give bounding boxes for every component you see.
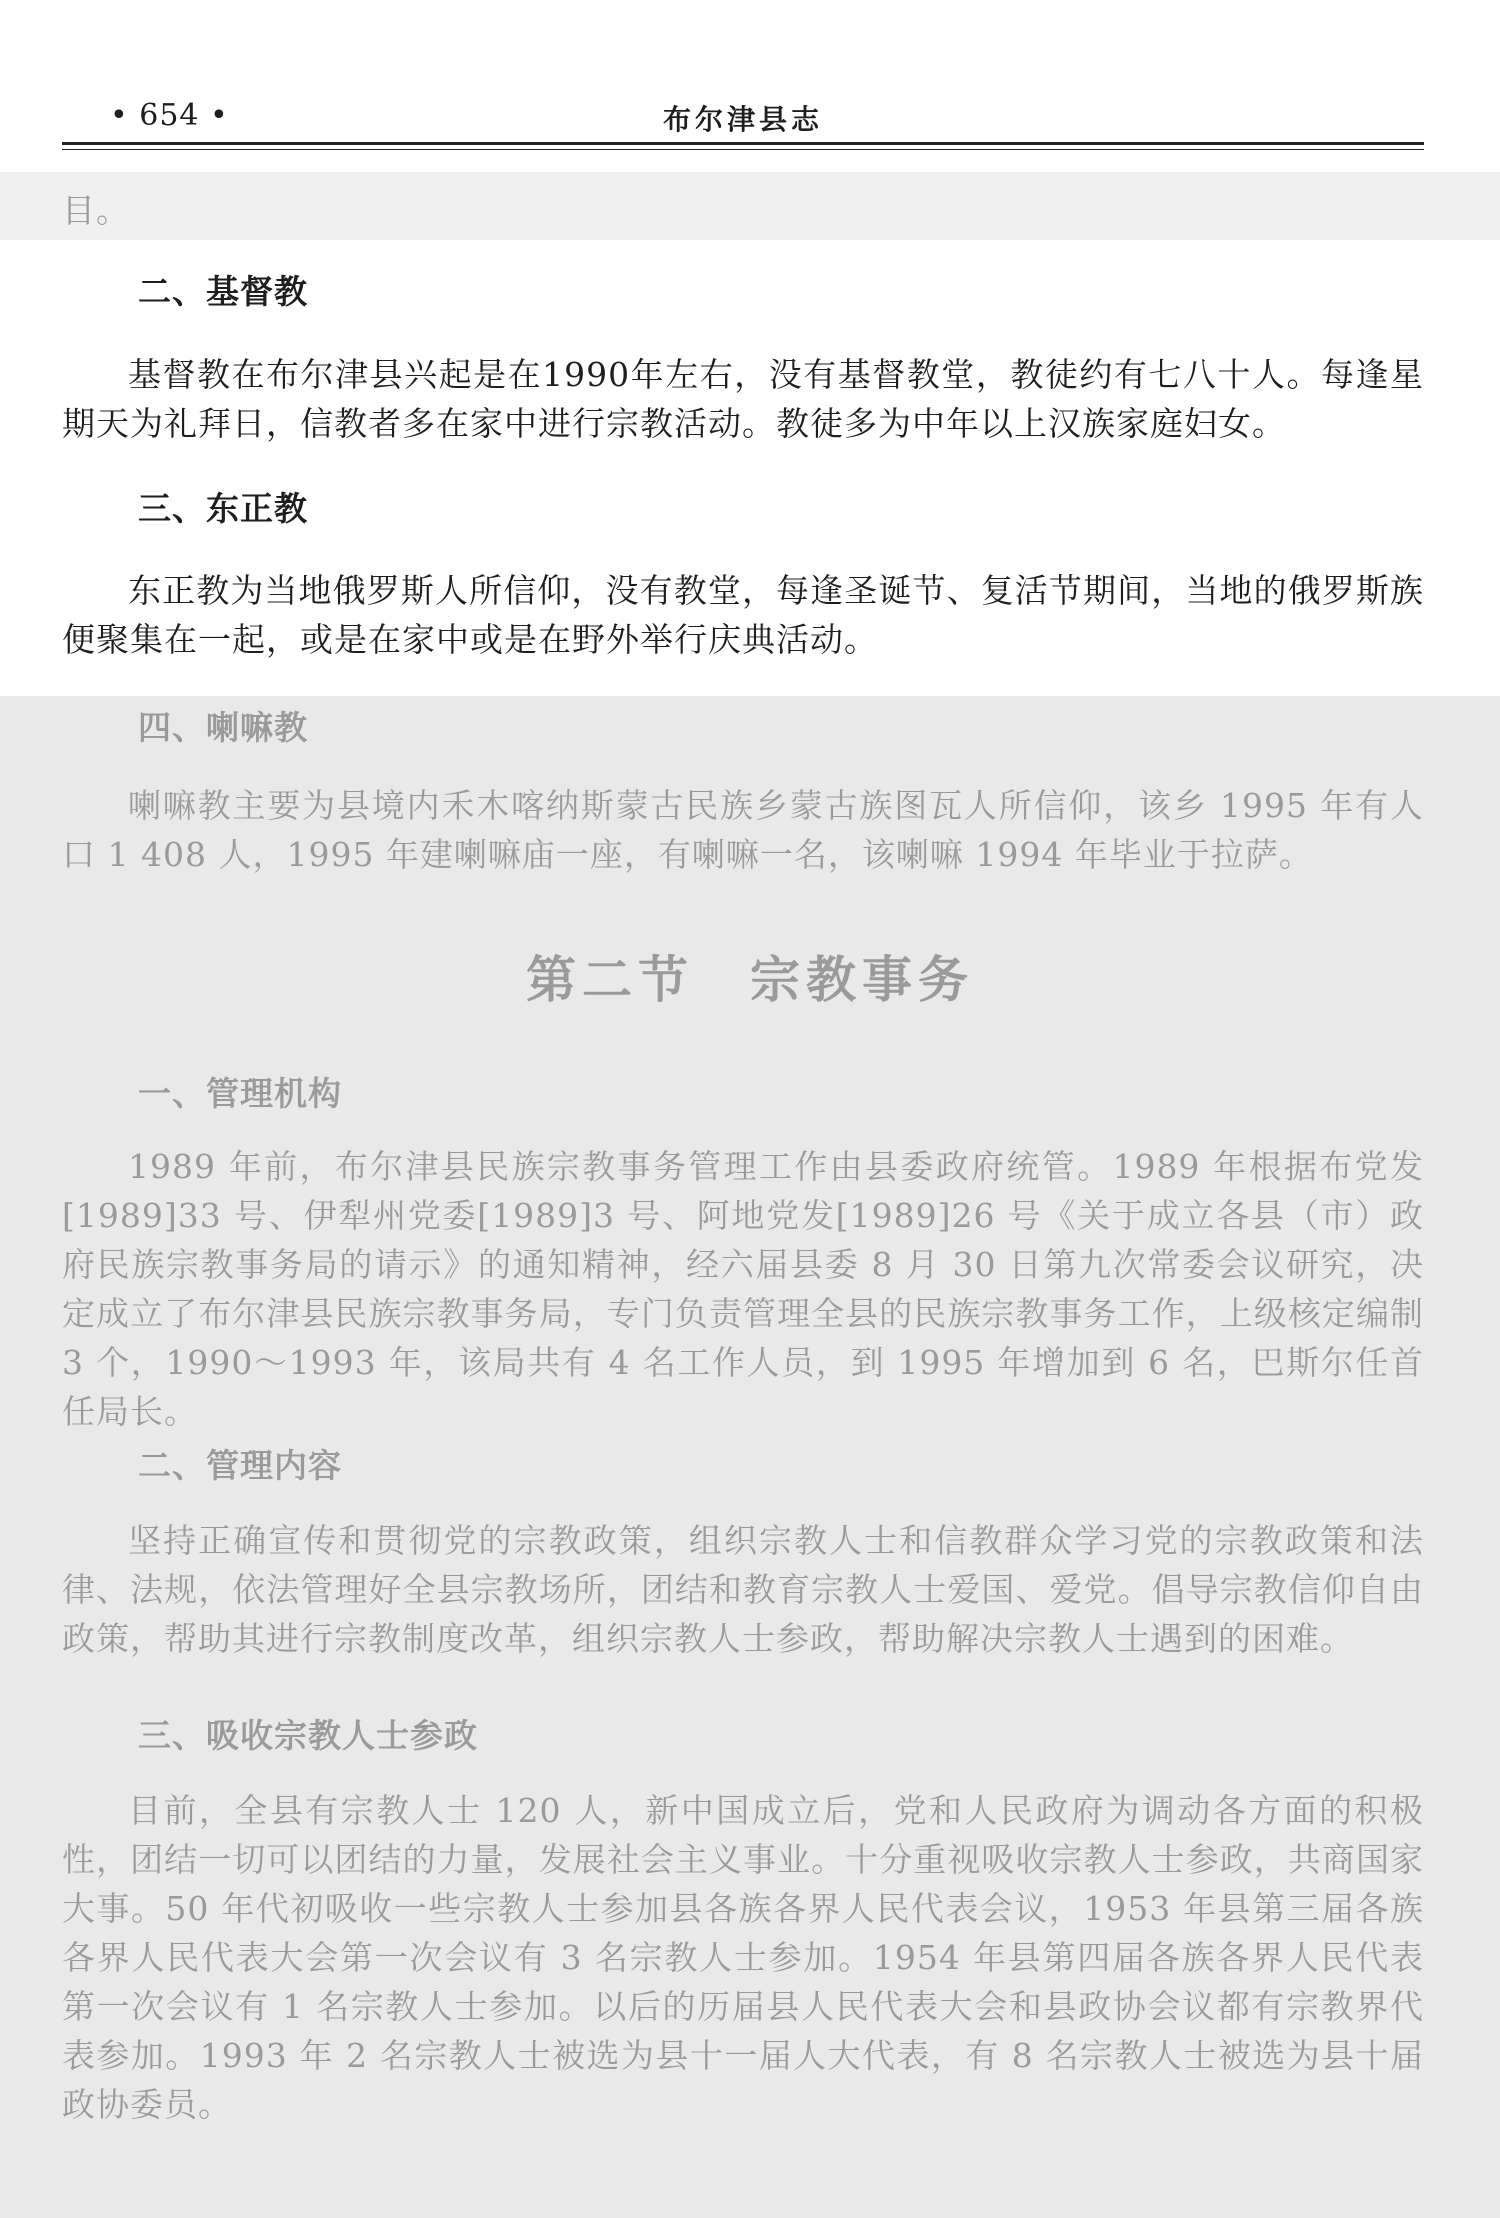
heading-management-content: 二、管理内容 — [138, 1446, 342, 1485]
paragraph-political-participation: 目前，全县有宗教人士 120 人，新中国成立后，党和人民政府为调动各方面的积极性，团结一切可以团结的力量，发展社会主义事业。十分重视吸收宗教人士参政，共商国家大事。50 年代初吸收一些宗教人士参加县各族各界人民代表会议，1953 年县第三届各族各界人民代表大会第一次会议有 3 名宗教人士参加。1954 年县第四届各族各界人民代表第一次会议有 1 名宗教人士参加。以后的历届县人民代表大会和县政协会议都有宗教界代表参加。1993 年 2 名宗教人士被选为县十一届人大代表，有 8 名宗教人士被选为县十届政协委员。 — [62, 1791, 1424, 2124]
book-title: 布尔津县志 — [662, 103, 823, 136]
header-rule-thick — [62, 142, 1424, 145]
paragraph-lamaism: 喇嘛教主要为县境内禾木喀纳斯蒙古民族乡蒙古族图瓦人所信仰，该乡 1995 年有人口 1 408 人，1995 年建喇嘛庙一座，有喇嘛一名，该喇嘛 1994 年毕业于拉萨。 — [62, 786, 1424, 874]
carryover-text: 目。 — [62, 191, 130, 230]
paragraph-management-org: 1989 年前，布尔津县民族宗教事务管理工作由县委政府统管。1989 年根据布党发[1989]33 号、伊犁州党委[1989]3 号、阿地党发[1989]26 号《关于成立各县（市）政府民族宗教事务局的请示》的通知精神，经六届县委 8 月 30 日第九次常委会议研究，决定成立了布尔津县民族宗教事务局，专门负责管理全县的民族宗教事务工作，上级核定编制 3 个，1990～1993 年，该局共有 4 名工作人员，到 1995 年增加到 6 名，巴斯尔任首任局长。 — [62, 1147, 1424, 1431]
page-header — [62, 90, 1424, 140]
section-title: 第二节 宗教事务 — [526, 950, 974, 1009]
paragraph-orthodox: 东正教为当地俄罗斯人所信仰，没有教堂，每逢圣诞节、复活节期间，当地的俄罗斯族便聚集在一起，或是在家中或是在野外举行庆典活动。 — [62, 571, 1424, 659]
paragraph-management-content: 坚持正确宣传和贯彻党的宗教政策，组织宗教人士和信教群众学习党的宗教政策和法律、法规，依法管理好全县宗教场所，团结和教育宗教人士爱国、爱党。倡导宗教信仰自由政策，帮助其进行宗教制度改革，组织宗教人士参政，帮助解决宗教人士遇到的困难。 — [62, 1521, 1424, 1658]
heading-orthodox: 三、东正教 — [138, 489, 308, 528]
heading-lamaism: 四、喇嘛教 — [138, 708, 308, 747]
paragraph-christianity: 基督教在布尔津县兴起是在1990年左右，没有基督教堂，教徒约有七八十人。每逢星期天为礼拜日，信教者多在家中进行宗教活动。教徒多为中年以上汉族家庭妇女。 — [62, 355, 1424, 443]
header-rule-thin — [62, 149, 1424, 150]
page-number: • 654 • — [110, 98, 229, 133]
heading-political-participation: 三、吸收宗教人士参政 — [138, 1716, 478, 1755]
heading-management-org: 一、管理机构 — [138, 1074, 342, 1113]
heading-christianity: 二、基督教 — [138, 272, 308, 311]
